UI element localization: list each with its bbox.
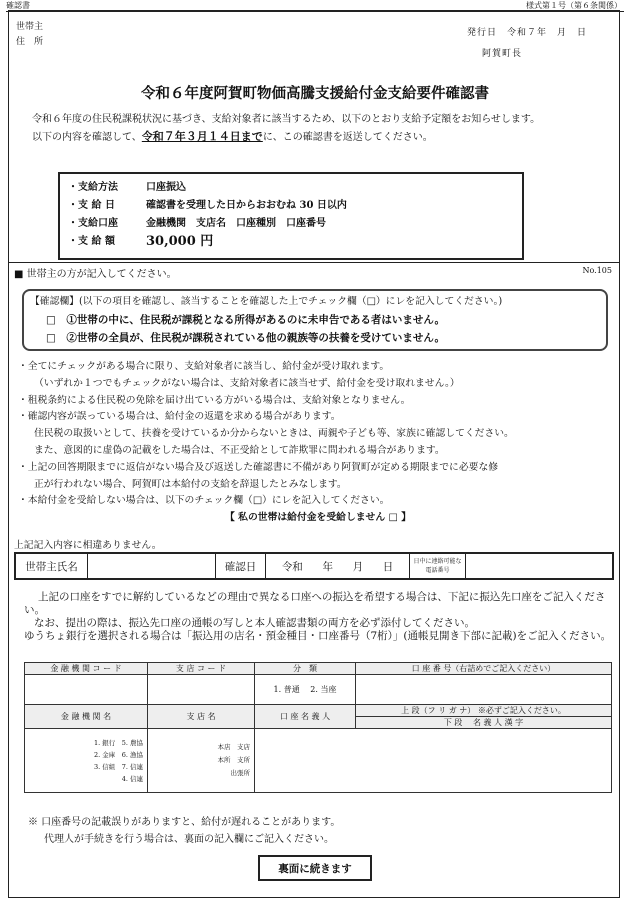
refuse-checkbox[interactable]: 【 私の世帯は給付金を受給しません □ 】 <box>224 512 412 524</box>
recipient-address <box>16 20 43 50</box>
note-line: 正が行われない場合、阿賀町は本給付の支給を辞退したとみなします。 <box>34 478 347 490</box>
confirm-box <box>22 289 608 351</box>
document-label: 確認書 <box>6 0 624 12</box>
payment-info-box <box>58 172 524 260</box>
branch-name-field[interactable]: 本店 支店 本所 支所 出張所 <box>148 729 255 793</box>
agreement-text: 上記記入内容に相違ありません。 <box>14 540 162 551</box>
account-table: 金 融 機 関 コ ー ド 支 店 コ ー ド 分 類 口 座 番 号（右詰めでご記入ください） 1. 普通 2. 当座 金 融 機 関 名 支 店 名 口 座 名 義 人 上 段（フ リ ガ ナ） ※必ずご記入ください。 下 段 名 義 人 漢 字 1. 銀行 5. 農協 2. 金庫 6. 漁協 3. 信組 7. 信連 4. 信連 本店 支店 本所 支所 出張所 <box>24 662 612 793</box>
payment-amount: 30,000 円 <box>146 234 214 249</box>
serial-number: No.105 <box>582 266 612 275</box>
date-label: 確認日 <box>216 554 266 578</box>
householder-label: 世帯主 <box>16 22 44 32</box>
account-number-field[interactable] <box>356 675 612 705</box>
checkbox-item-1[interactable]: □ ①世帯の中に、住民税が課税となる所得があるのに未申告である者はいません。 <box>46 314 446 326</box>
name-label: 世帯主氏名 <box>16 554 88 578</box>
branch-code-field[interactable] <box>148 675 255 705</box>
info-row: ・支 給 日 確認書を受理した日からおおむね 30 日以内 <box>68 200 347 211</box>
name-field[interactable] <box>88 554 216 578</box>
note-line: ・租税条約による住民税の免除を届け出ている方がいる場合は、支給対象となりません。 <box>18 394 411 406</box>
note-line: ・全てにチェックがある場合に限り、支給対象者に該当し、給付金が受け取れます。 <box>18 361 390 372</box>
signature-row <box>14 552 614 580</box>
intro-text <box>20 112 610 145</box>
page-title: 令和６年度阿賀町物価高騰支援給付金支給要件確認書 <box>141 85 489 102</box>
note-line: （いずれか１つでもチェックがない場合は、支給対象者に該当せず、給付金を受け取れません。） <box>34 377 460 389</box>
footer-notes: ※ 口座番号の記載誤りがありますと、給付が遅れることがあります。 代理人が手続きを行う場合は、裏面の記入欄にご記入ください。 <box>28 817 341 845</box>
note-line: ・確認内容が誤っている場合は、給付金の返還を求める場合があります。 <box>18 411 341 423</box>
note-line: 住民税の取扱いとして、扶養を受けているか分からないときは、両親や子ども等、家族に確認してください。 <box>34 428 514 440</box>
section-householder: ■ 世帯主の方が記入してください。 No.105 <box>8 262 620 280</box>
date-field[interactable]: 令和 年 月 日 <box>266 554 410 578</box>
intro-line2: 以下の内容を確認して、令和７年３月１４日までに、この確認書を返送してください。 <box>32 130 433 143</box>
bank-instructions: 上記の口座をすでに解約しているなどの理由で異なる口座への振込を希望する場合は、下記に振込先口座をご記入ください。 なお、提出の際は、振込先口座の通帳の写しと本人確認書類の両方を必ず添付してください。 ゆうちょ銀行を選択される場合は「振込用の店名・預金種目・口座番号（7桁）」(通帳見開き下部に記載)をご記入ください。 <box>24 591 612 642</box>
form-number: 様式第１号（第６条関係） <box>526 1 622 10</box>
info-row: ・支給方法 口座振込 <box>68 182 186 193</box>
intro-line1: 令和６年度の住民税課税状況に基づき、支給対象者に該当するため、以下のとおり支給予定額をお知らせします。 <box>32 114 541 125</box>
phone-label: 日中に連絡可能な電話番号 <box>410 554 466 578</box>
checkbox-item-2[interactable]: □ ②世帯の全員が、住民税が課税されている他の親族等の扶養を受けていません。 <box>46 332 446 344</box>
deadline: 令和７年３月１４日まで <box>141 130 263 143</box>
note-line: ・本給付金を受給しない場合は、以下のチェック欄（□）にレを記入してください。 <box>18 495 390 507</box>
continue-box: 裏面に続きます <box>258 855 372 881</box>
confirm-heading: 【確認欄】(以下の項目を確認し、該当することを確認した上でチェック欄（□）にレを記入してください。) <box>30 296 503 307</box>
account-type[interactable]: 1. 普通 2. 当座 <box>255 675 356 705</box>
holder-name-field[interactable] <box>255 729 612 793</box>
info-row: ・支 給 額 30,000 円 <box>68 234 214 249</box>
bank-name-field[interactable]: 1. 銀行 5. 農協 2. 金庫 6. 漁協 3. 信組 7. 信連 4. 信連 <box>25 729 148 793</box>
info-row: ・支給口座 金融機関 支店名 口座種別 口座番号 <box>68 218 326 229</box>
note-line: また、意図的に虚偽の記載をした場合は、不正受給として詐欺罪に問われる場合があります。 <box>34 444 445 456</box>
notes <box>18 359 618 527</box>
bank-code-field[interactable] <box>25 675 148 705</box>
issue-date: 発行日 令和７年 月 日 <box>467 28 588 38</box>
address-label: 住 所 <box>16 37 44 47</box>
issuer: 阿賀町長 <box>482 49 523 59</box>
phone-field[interactable] <box>466 554 612 578</box>
note-line: ・上記の回答期限までに返信がない場合及び返送した確認書に不備があり阿賀町が定める期限までに必要な修 <box>18 461 499 473</box>
